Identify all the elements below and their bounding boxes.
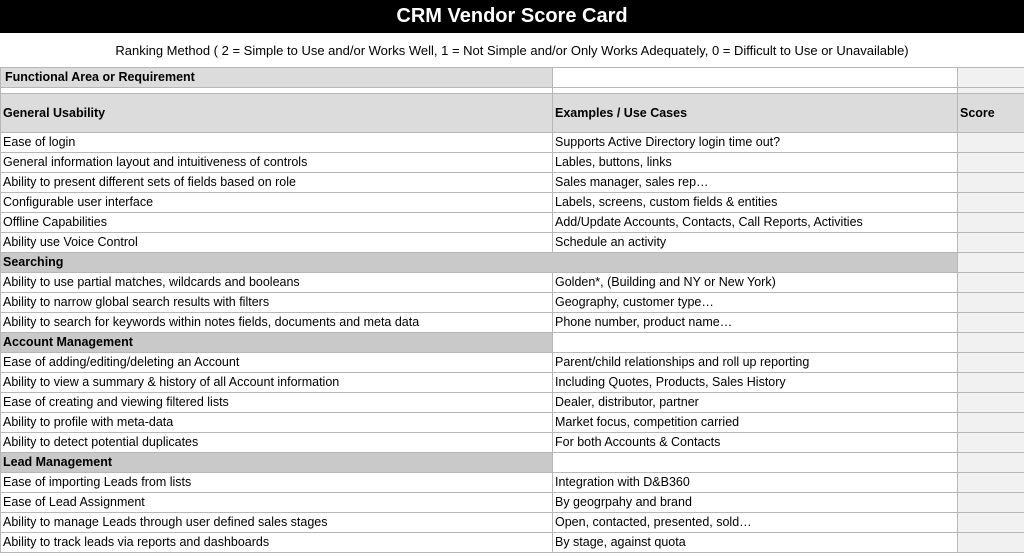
requirement-cell[interactable]: Ability to present different sets of fields based on role <box>1 173 553 193</box>
scorecard-table <box>0 67 1024 553</box>
top-header-score-cell[interactable] <box>958 68 1024 88</box>
score-cell[interactable] <box>958 453 1024 473</box>
score-cell[interactable] <box>958 273 1024 293</box>
column-header-row <box>1 94 1024 133</box>
score-cell[interactable] <box>958 513 1024 533</box>
requirement-cell[interactable]: Ability to profile with meta-data <box>1 413 553 433</box>
table-row <box>1 413 1024 433</box>
requirement-cell[interactable]: Ability to search for keywords within notes fields, documents and meta data <box>1 313 553 333</box>
score-cell[interactable] <box>958 433 1024 453</box>
example-cell[interactable]: Including Quotes, Products, Sales History <box>553 373 958 393</box>
score-cell[interactable] <box>958 133 1024 153</box>
example-cell[interactable]: Open, contacted, presented, sold… <box>553 513 958 533</box>
example-cell[interactable]: Geography, customer type… <box>553 293 958 313</box>
table-row <box>1 493 1024 513</box>
table-row <box>1 533 1024 553</box>
table-row <box>1 213 1024 233</box>
example-cell[interactable]: By stage, against quota <box>553 533 958 553</box>
requirement-cell[interactable]: Configurable user interface <box>1 193 553 213</box>
example-cell[interactable]: Labels, screens, custom fields & entities <box>553 193 958 213</box>
example-cell[interactable]: Parent/child relationships and roll up reporting <box>553 353 958 373</box>
score-cell[interactable] <box>958 373 1024 393</box>
requirement-cell[interactable]: Ease of importing Leads from lists <box>1 473 553 493</box>
score-cell[interactable] <box>958 213 1024 233</box>
requirement-cell[interactable]: Ease of creating and viewing filtered lists <box>1 393 553 413</box>
section-header-row <box>1 453 1024 473</box>
table-row <box>1 293 1024 313</box>
score-cell[interactable] <box>958 253 1024 273</box>
requirement-cell[interactable]: Offline Capabilities <box>1 213 553 233</box>
section-header-row <box>1 333 1024 353</box>
score-cell[interactable] <box>958 313 1024 333</box>
example-cell[interactable]: Lables, buttons, links <box>553 153 958 173</box>
table-row <box>1 353 1024 373</box>
table-row <box>1 513 1024 533</box>
example-cell[interactable]: By geogrpahy and brand <box>553 493 958 513</box>
score-cell[interactable] <box>958 153 1024 173</box>
functional-area-header: Functional Area or Requirement <box>1 68 553 88</box>
score-cell[interactable] <box>958 393 1024 413</box>
score-cell[interactable] <box>958 293 1024 313</box>
score-cell[interactable] <box>958 473 1024 493</box>
example-cell[interactable]: Integration with D&B360 <box>553 473 958 493</box>
requirement-cell[interactable]: Ease of Lead Assignment <box>1 493 553 513</box>
section-blank-cell <box>553 333 958 353</box>
table-row <box>1 173 1024 193</box>
table-row <box>1 133 1024 153</box>
ranking-method-note: Ranking Method ( 2 = Simple to Use and/or Works Well, 1 = Not Simple and/or Only Works Adequately, 0 = Difficult to Use or Unavailable) <box>115 42 909 58</box>
score-cell[interactable] <box>958 193 1024 213</box>
table-row <box>1 393 1024 413</box>
requirement-cell[interactable]: General information layout and intuitiveness of controls <box>1 153 553 173</box>
example-cell[interactable]: Market focus, competition carried <box>553 413 958 433</box>
example-cell[interactable]: Phone number, product name… <box>553 313 958 333</box>
requirement-cell[interactable]: Ability to use partial matches, wildcards and booleans <box>1 273 553 293</box>
score-cell[interactable] <box>958 333 1024 353</box>
example-cell[interactable]: Schedule an activity <box>553 233 958 253</box>
example-cell[interactable]: Supports Active Directory login time out? <box>553 133 958 153</box>
score-header: Score <box>958 94 1024 133</box>
examples-header: Examples / Use Cases <box>553 94 958 133</box>
example-cell[interactable]: Dealer, distributor, partner <box>553 393 958 413</box>
section-title-lead-management: Lead Management <box>1 453 553 473</box>
table-row <box>1 193 1024 213</box>
table-row <box>1 313 1024 333</box>
table-row <box>1 153 1024 173</box>
scorecard-title: CRM Vendor Score Card <box>0 0 1024 33</box>
example-cell[interactable]: For both Accounts & Contacts <box>553 433 958 453</box>
example-cell[interactable]: Sales manager, sales rep… <box>553 173 958 193</box>
table-row <box>1 473 1024 493</box>
requirement-cell[interactable]: Ability to detect potential duplicates <box>1 433 553 453</box>
score-cell[interactable] <box>958 533 1024 553</box>
top-header-blank-cell[interactable] <box>553 68 958 88</box>
score-cell[interactable] <box>958 493 1024 513</box>
score-cell[interactable] <box>958 233 1024 253</box>
section-title-searching: Searching <box>1 253 958 273</box>
requirement-cell[interactable]: Ease of adding/editing/deleting an Account <box>1 353 553 373</box>
requirement-cell[interactable]: Ability to view a summary & history of all Account information <box>1 373 553 393</box>
requirement-cell[interactable]: Ease of login <box>1 133 553 153</box>
score-cell[interactable] <box>958 353 1024 373</box>
requirement-cell[interactable]: Ability to narrow global search results with filters <box>1 293 553 313</box>
example-cell[interactable]: Golden*, (Building and NY or New York) <box>553 273 958 293</box>
score-cell[interactable] <box>958 413 1024 433</box>
section-title-account-management: Account Management <box>1 333 553 353</box>
requirement-cell[interactable]: Ability to track leads via reports and dashboards <box>1 533 553 553</box>
requirement-cell[interactable]: Ability to manage Leads through user defined sales stages <box>1 513 553 533</box>
section-blank-cell <box>553 453 958 473</box>
example-cell[interactable]: Add/Update Accounts, Contacts, Call Reports, Activities <box>553 213 958 233</box>
table-row <box>1 433 1024 453</box>
section-header-row <box>1 253 1024 273</box>
table-top-header-row <box>1 68 1024 88</box>
table-row <box>1 233 1024 253</box>
table-row <box>1 273 1024 293</box>
general-usability-header: General Usability <box>1 94 553 133</box>
score-cell[interactable] <box>958 173 1024 193</box>
requirement-cell[interactable]: Ability use Voice Control <box>1 233 553 253</box>
table-row <box>1 373 1024 393</box>
